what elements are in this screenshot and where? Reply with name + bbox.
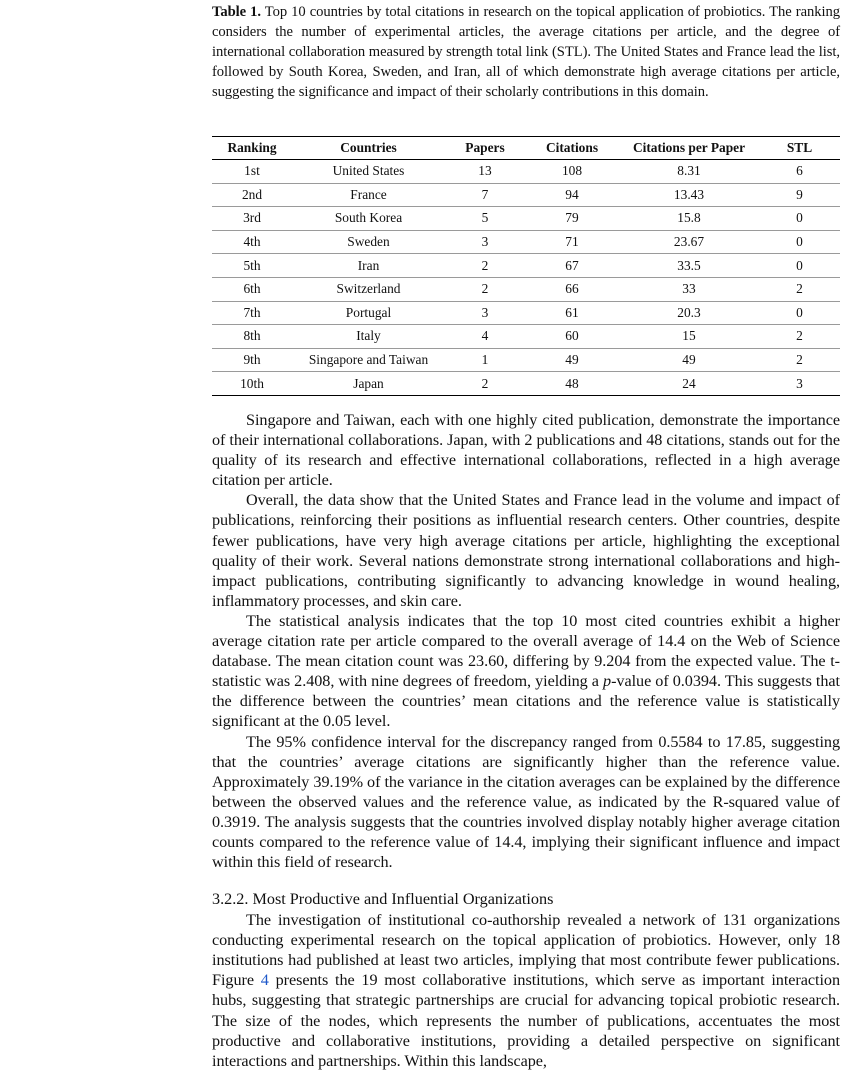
table-caption xyxy=(212,2,840,102)
table-cell: Japan xyxy=(292,372,445,396)
table-cell: 4 xyxy=(445,325,525,349)
column-header: Countries xyxy=(292,137,445,160)
paragraph-text: The investigation of institutional co-authorship revealed a network of 131 organizations conducting experimental research on the topical application of probiotics. However, only 18 institutions had published at least two articles, implying that most contribute fewer publications. Figure xyxy=(212,911,840,990)
table-cell: 2 xyxy=(759,348,840,372)
table-cell: 15.8 xyxy=(619,207,759,231)
column-header: STL xyxy=(759,137,840,160)
table-row xyxy=(212,254,840,278)
table-cell: 2 xyxy=(759,325,840,349)
table-cell: 7th xyxy=(212,301,292,325)
table-cell: 2 xyxy=(759,277,840,301)
table-cell: 5 xyxy=(445,207,525,231)
table-cell: South Korea xyxy=(292,207,445,231)
table-cell: 20.3 xyxy=(619,301,759,325)
table-cell: 6th xyxy=(212,277,292,301)
table-cell: 15 xyxy=(619,325,759,349)
countries-table xyxy=(212,136,840,396)
table-cell: 3rd xyxy=(212,207,292,231)
table-row xyxy=(212,348,840,372)
table-cell: 2 xyxy=(445,372,525,396)
table-cell: 0 xyxy=(759,254,840,278)
table-header xyxy=(212,137,840,160)
table-cell: 9 xyxy=(759,183,840,207)
table-caption-label: Table 1. xyxy=(212,4,261,20)
table-cell: 49 xyxy=(619,348,759,372)
p-value-symbol: p xyxy=(603,672,612,691)
table-cell: 108 xyxy=(525,160,619,184)
table-cell: 33.5 xyxy=(619,254,759,278)
paragraph-text: -value of 0.0394. This suggests that the difference between the countries’ mean citations and the reference value is statistically significant at the 0.05 level. xyxy=(212,672,840,731)
table-cell: 3 xyxy=(759,372,840,396)
table-body xyxy=(212,160,840,396)
table-cell: 66 xyxy=(525,277,619,301)
table-cell: Portugal xyxy=(292,301,445,325)
subsection xyxy=(212,889,840,1071)
column-header: Papers xyxy=(445,137,525,160)
table-cell: 7 xyxy=(445,183,525,207)
table-cell: 5th xyxy=(212,254,292,278)
table-cell: 3 xyxy=(445,301,525,325)
table-cell: 24 xyxy=(619,372,759,396)
table-row xyxy=(212,301,840,325)
table-row xyxy=(212,183,840,207)
document-page xyxy=(212,0,840,1070)
table-cell: United States xyxy=(292,160,445,184)
table-row xyxy=(212,230,840,254)
table-cell: 1st xyxy=(212,160,292,184)
table-cell: 79 xyxy=(525,207,619,231)
figure-reference-link[interactable]: 4 xyxy=(260,971,269,990)
table-cell: 8th xyxy=(212,325,292,349)
column-header: Citations xyxy=(525,137,619,160)
table-cell: 2 xyxy=(445,277,525,301)
table-cell: 23.67 xyxy=(619,230,759,254)
paragraph xyxy=(212,910,840,1071)
table-cell: 0 xyxy=(759,230,840,254)
table-cell: 3 xyxy=(445,230,525,254)
column-header: Ranking xyxy=(212,137,292,160)
table-cell: 2 xyxy=(445,254,525,278)
section-heading: 3.2.2. Most Productive and Influential Organizations xyxy=(212,890,554,908)
paragraph: Singapore and Taiwan, each with one highly cited publication, demonstrate the importance of their international collaborations. Japan, with 2 publications and 48 citations, stands out for the quality of its research and effective international collaborations, reflected in a high average citation per article. xyxy=(212,411,840,490)
table-cell: Sweden xyxy=(292,230,445,254)
table-cell: 8.31 xyxy=(619,160,759,184)
table-cell: Singapore and Taiwan xyxy=(292,348,445,372)
paragraph-text: presents the 19 most collaborative institutions, which serve as important interaction hubs, suggesting that strategic partnerships are crucial for advancing topical probiotic research. The size of the nodes, which represents the number of publications, accentuates the most productive and collaborative institutions, providing a detailed perspective on significant interactions and partnerships. Within this landscape, xyxy=(212,971,840,1070)
table-row xyxy=(212,207,840,231)
table-cell: 94 xyxy=(525,183,619,207)
table-cell: 13 xyxy=(445,160,525,184)
table-cell: Italy xyxy=(292,325,445,349)
table-cell: 61 xyxy=(525,301,619,325)
paragraph: The 95% confidence interval for the discrepancy ranged from 0.5584 to 17.85, suggesting that the countries’ average citations are significantly higher than the reference value. Approximately 39.19% of the variance in the citation averages can be explained by the difference between the observed values and the reference value, as indicated by the R-squared value of 0.3919. The analysis suggests that the countries involved display notably higher average citation counts compared to the reference value of 14.4, implying their significant influence and impact within this field of research. xyxy=(212,732,840,872)
table-cell: 67 xyxy=(525,254,619,278)
table-cell: 9th xyxy=(212,348,292,372)
table-caption-text: Top 10 countries by total citations in research on the topical application of probiotics. The ranking considers the number of experimental articles, the average citations per article, and the degree of international collaboration measured by strength total link (STL). The United States and France lead the list, followed by South Korea, Sweden, and Iran, all of which demonstrate high average citations per article, suggesting the significance and impact of their scholarly contributions in this domain. xyxy=(212,4,840,100)
table-cell: 49 xyxy=(525,348,619,372)
column-header: Citations per Paper xyxy=(619,137,759,160)
table-cell: 4th xyxy=(212,230,292,254)
table-row xyxy=(212,325,840,349)
table-cell: France xyxy=(292,183,445,207)
table-cell: 0 xyxy=(759,301,840,325)
table-cell: 1 xyxy=(445,348,525,372)
table-cell: 48 xyxy=(525,372,619,396)
paragraph: Overall, the data show that the United States and France lead in the volume and impact of publications, reinforcing their positions as influential research centers. Other countries, despite fewer publications, have very high average citations per article, highlighting the exceptional quality of their work. Several nations demonstrate strong international collaborations and high-impact publications, contributing significantly to advancing knowledge in wound healing, inflammatory processes, and skin care. xyxy=(212,491,840,610)
table-cell: 2nd xyxy=(212,183,292,207)
body-text xyxy=(212,410,840,872)
table-cell: 60 xyxy=(525,325,619,349)
table-row xyxy=(212,277,840,301)
table-cell: 6 xyxy=(759,160,840,184)
table-cell: 13.43 xyxy=(619,183,759,207)
table-row xyxy=(212,372,840,396)
table-cell: Iran xyxy=(292,254,445,278)
paragraph-text: The statistical analysis indicates that the top 10 most cited countries exhibit a higher average citation rate per article compared to the overall average of 14.4 on the Web of Science database. The mean citation count was 23.60, differing by 9.204 from the expected value. The t-statistic was 2.408, with nine degrees of freedom, yielding a xyxy=(212,611,840,691)
table-row xyxy=(212,160,840,184)
table-cell: Switzerland xyxy=(292,277,445,301)
table-cell: 71 xyxy=(525,230,619,254)
paragraph xyxy=(212,611,840,732)
table-cell: 10th xyxy=(212,372,292,396)
table-cell: 33 xyxy=(619,277,759,301)
table-header-row xyxy=(212,137,840,160)
table-cell: 0 xyxy=(759,207,840,231)
